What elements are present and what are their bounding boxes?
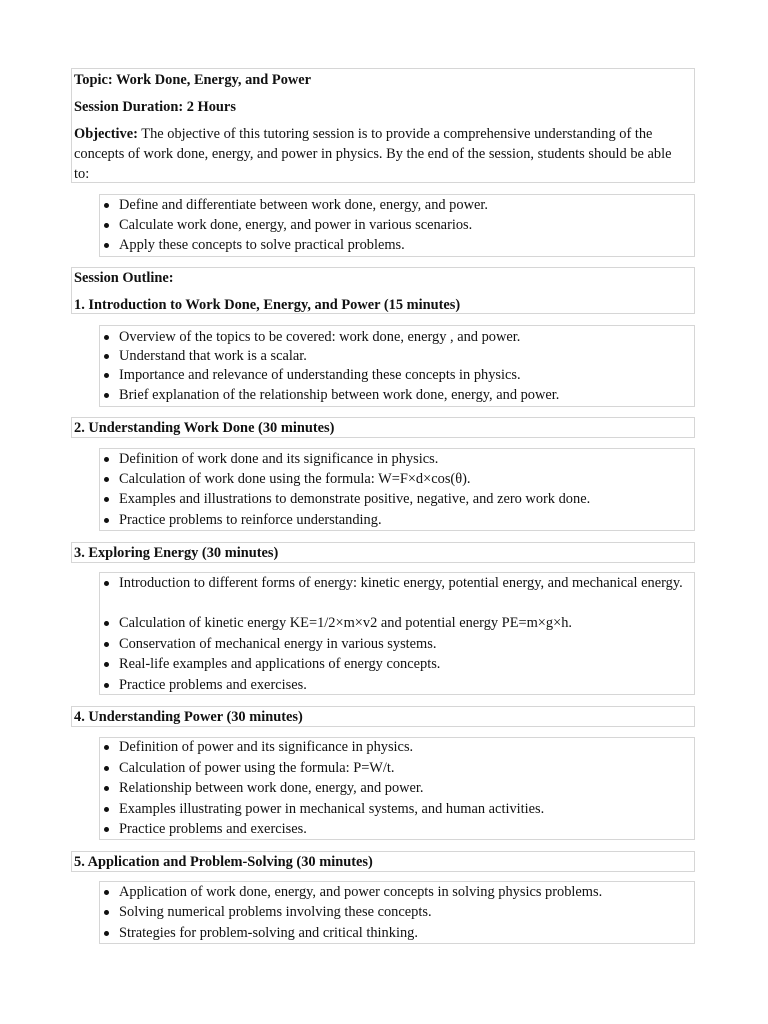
bullet-icon [104, 477, 109, 482]
section-4-heading: 4. Understanding Power (30 minutes) [74, 709, 303, 725]
objective-paragraph [74, 124, 688, 184]
bullet-icon [104, 931, 109, 936]
bullet-icon [104, 807, 109, 812]
section-3-heading-box [71, 542, 695, 563]
objective-label: Objective: [74, 126, 138, 142]
section-3-list-box: Introduction to different forms of energy: kinetic energy, potential energy, and mechanical energy. Calculation of kinetic energy KE=1/2×m×v2 and potential energy PE=m×g×h. Conservation of mechanical energy in various systems. Real-life examples and applications of energy concepts. Practice problems and exercises. [99, 572, 695, 695]
bullet-icon [104, 203, 109, 208]
bullet-icon [104, 393, 109, 398]
list-item: Introduction to different forms of energy: kinetic energy, potential energy, and mechanical energy. [100, 574, 688, 612]
section-1-list-box: Overview of the topics to be covered: work done, energy , and power. Understand that work is a scalar. Importance and relevance of understanding these concepts in physics. Brief explanation of the relationship between work done, energy, and power. [99, 325, 695, 407]
section-4-heading-box [71, 706, 695, 727]
bullet-icon [104, 662, 109, 667]
bullet-icon [104, 581, 109, 586]
bullet-icon [104, 786, 109, 791]
bullet-icon [104, 890, 109, 895]
header-box [71, 68, 695, 183]
bullet-icon [104, 354, 109, 359]
bullet-icon [104, 766, 109, 771]
bullet-icon [104, 745, 109, 750]
bullet-icon [104, 642, 109, 647]
topic-title: Topic: Work Done, Energy, and Power [74, 72, 312, 88]
objective-text: The objective of this tutoring session is to provide a comprehensive understanding of the concepts of work done, energy, and power in physics. By the end of the session, students should be able to: [74, 126, 672, 182]
bullet-icon [104, 223, 109, 228]
section-5-list-box: Application of work done, energy, and power concepts in solving physics problems. Solving numerical problems involving these concepts. Strategies for problem-solving and critical thinking. [99, 881, 695, 944]
bullet-icon [104, 910, 109, 915]
section-5-heading: 5. Application and Problem-Solving (30 minutes) [74, 854, 373, 870]
bullet-icon [104, 683, 109, 688]
section-1-heading: 1. Introduction to Work Done, Energy, and Power (15 minutes) [74, 297, 461, 313]
bullet-icon [104, 518, 109, 523]
bullet-icon [104, 497, 109, 502]
bullet-icon [104, 457, 109, 462]
outline-title: Session Outline: [74, 270, 174, 286]
objective-list-box: Define and differentiate between work done, energy, and power. Calculate work done, energy, and power in various scenarios. Apply these concepts to solve practical problems. [99, 194, 695, 257]
outline-heading-box [71, 267, 695, 314]
bullet-icon [104, 621, 109, 626]
section-2-heading-box [71, 417, 695, 438]
bullet-icon [104, 373, 109, 378]
section-2-heading: 2. Understanding Work Done (30 minutes) [74, 420, 335, 436]
bullet-icon [104, 243, 109, 248]
bullet-icon [104, 335, 109, 340]
section-4-list-box: Definition of power and its significance in physics. Calculation of power using the formula: P=W/t. Relationship between work done, energy, and power. Examples illustrating power in mechanical systems, and human activities. Practice problems and exercises. [99, 737, 695, 840]
session-duration: Session Duration: 2 Hours [74, 99, 236, 115]
section-2-list-box: Definition of work done and its significance in physics. Calculation of work done using the formula: W=F×d×cos(θ). Examples and illustrations to demonstrate positive, negative, and zero work done. Practice problems to reinforce understanding. [99, 448, 695, 531]
section-3-heading: 3. Exploring Energy (30 minutes) [74, 545, 279, 561]
section-5-heading-box [71, 851, 695, 872]
bullet-icon [104, 827, 109, 832]
